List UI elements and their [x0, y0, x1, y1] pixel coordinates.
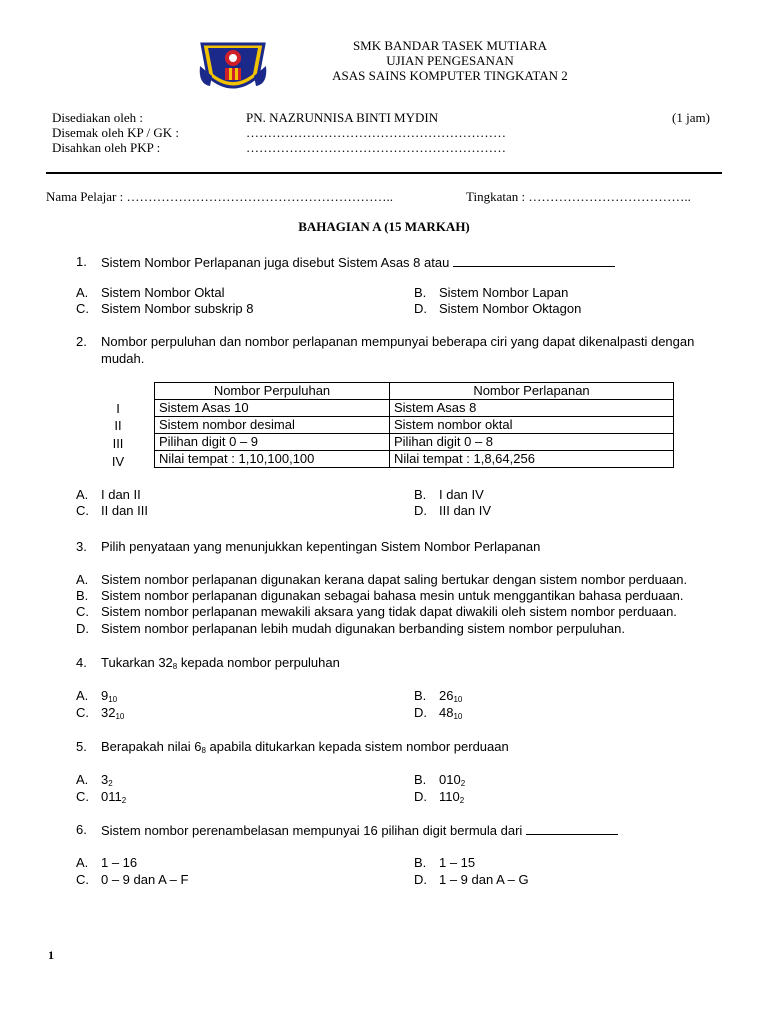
- q2-option-b: [414, 487, 484, 502]
- q5-number: 5.: [76, 739, 87, 754]
- table-row: [155, 417, 674, 434]
- table-cell: Nilai tempat : 1,8,64,256: [390, 451, 674, 468]
- divider-line: [46, 172, 722, 174]
- option-text: 011: [101, 789, 122, 804]
- q6-text-content: Sistem nombor perenambelasan mempunyai 16 pilihan digit bermula dari: [101, 823, 523, 838]
- table-cell: Nilai tempat : 1,10,100,100: [155, 451, 390, 468]
- option-text: Sistem Nombor subskrip 8: [101, 301, 254, 316]
- q1-number: 1.: [76, 254, 87, 269]
- option-letter: D.: [414, 872, 427, 887]
- roman-numeral: I: [116, 401, 120, 416]
- option-text: Sistem nombor perlapanan mewakili aksara yang tidak dapat diwakili oleh sistem nombor perduaan.: [101, 604, 677, 619]
- subject-title: ASAS SAINS KOMPUTER TINGKATAN 2: [332, 68, 568, 83]
- approved-by-label: Disahkan oleh PKP :: [52, 140, 161, 155]
- option-letter: B.: [414, 487, 427, 502]
- q1-answer-blank: [453, 254, 615, 267]
- section-title: BAHAGIAN A (15 MARKAH): [298, 219, 470, 234]
- option-text: Sistem Nombor Oktagon: [439, 301, 582, 316]
- table-header-row: [155, 383, 674, 400]
- q4-option-b: [414, 688, 462, 704]
- option-subscript: 2: [460, 779, 466, 788]
- option-letter: B.: [414, 772, 427, 787]
- q3-text: Pilih penyataan yang menunjukkan kepentingan Sistem Nombor Perlapanan: [101, 539, 541, 554]
- option-letter: A.: [76, 572, 89, 587]
- prepared-by-label: Disediakan oleh :: [52, 110, 143, 125]
- q3-number: 3.: [76, 539, 87, 554]
- option-subscript: 2: [121, 796, 127, 805]
- option-letter: D.: [76, 621, 89, 636]
- option-subscript: 10: [453, 712, 463, 721]
- q3-option-c: [76, 604, 677, 619]
- q5-option-a: [76, 772, 113, 788]
- option-text: 010: [439, 772, 461, 787]
- q4-text: [101, 655, 340, 671]
- option-letter: A.: [76, 772, 89, 787]
- option-text: 0 – 9 dan A – F: [101, 872, 189, 887]
- q5-option-c: [76, 789, 126, 805]
- q2-comparison-table: [154, 382, 674, 468]
- option-letter: A.: [76, 855, 89, 870]
- option-text: 9: [101, 688, 109, 703]
- option-text: II dan III: [101, 503, 148, 518]
- roman-numeral: IV: [111, 454, 125, 469]
- q2-text-line2: mudah.: [101, 351, 145, 366]
- table-cell: Sistem nombor desimal: [155, 417, 390, 434]
- option-text: 26: [439, 688, 454, 703]
- table-row: [155, 434, 674, 451]
- option-text: Sistem nombor perlapanan lebih mudah digunakan berbanding sistem nombor perpuluhan.: [101, 621, 625, 636]
- option-letter: B.: [414, 855, 427, 870]
- q4-option-c: [76, 705, 124, 721]
- option-text: 1 – 15: [439, 855, 476, 870]
- option-subscript: 10: [108, 695, 118, 704]
- q5-text-after: apabila ditukarkan kepada sistem nombor perduaan: [205, 739, 509, 754]
- option-letter: C.: [76, 872, 89, 887]
- q6-option-c: [76, 872, 188, 887]
- q4-text-after: kepada nombor perpuluhan: [177, 655, 340, 670]
- q1-text-content: Sistem Nombor Perlapanan juga disebut Sistem Asas 8 atau: [101, 255, 450, 270]
- checked-by-value: ……………………………………………………: [246, 125, 506, 140]
- option-text: Sistem nombor perlapanan digunakan kerana dapat saling bertukar dengan sistem nombor perduaan.: [101, 572, 688, 587]
- q2-text-line1: Nombor perpuluhan dan nombor perlapanan mempunyai beberapa ciri yang dapat dikenalpasti dengan: [101, 334, 695, 349]
- option-letter: B.: [76, 588, 89, 603]
- table-header-decimal: Nombor Perpuluhan: [155, 383, 390, 400]
- option-letter: A.: [76, 487, 89, 502]
- option-text: 110: [439, 789, 460, 804]
- table-cell: Pilihan digit 0 – 8: [390, 434, 674, 451]
- option-text: Sistem Nombor Oktal: [101, 285, 225, 300]
- option-letter: D.: [414, 503, 427, 518]
- roman-numeral: II: [114, 418, 122, 433]
- exam-title: UJIAN PENGESANAN: [386, 53, 514, 68]
- option-letter: C.: [76, 705, 89, 720]
- option-text: Sistem Nombor Lapan: [439, 285, 569, 300]
- q6-option-a: [76, 855, 137, 870]
- q6-number: 6.: [76, 822, 87, 837]
- q1-option-d: [414, 301, 581, 316]
- q5-option-b: [414, 772, 465, 788]
- option-letter: C.: [76, 789, 89, 804]
- q3-option-b: [76, 588, 684, 603]
- q3-option-d: [76, 621, 625, 636]
- q6-option-d: [414, 872, 529, 887]
- option-text: I dan II: [101, 487, 141, 502]
- option-letter: B.: [414, 688, 427, 703]
- q4-option-d: [414, 705, 462, 721]
- option-text: I dan IV: [439, 487, 484, 502]
- q2-option-d: [414, 503, 491, 518]
- option-text: 32: [101, 705, 116, 720]
- q6-text: [101, 822, 618, 838]
- q5-text: [101, 739, 509, 755]
- q5-base-subscript: 8: [201, 746, 206, 755]
- table-cell: Pilihan digit 0 – 9: [155, 434, 390, 451]
- q4-text-before: Tukarkan 32: [101, 655, 173, 670]
- table-cell: Sistem Asas 8: [390, 400, 674, 417]
- option-letter: C.: [76, 503, 89, 518]
- option-letter: D.: [414, 301, 427, 316]
- q1-option-c: [76, 301, 253, 316]
- q1-text: [101, 254, 615, 270]
- q5-text-before: Berapakah nilai 6: [101, 739, 202, 754]
- option-text: 48: [439, 705, 454, 720]
- q4-number: 4.: [76, 655, 87, 670]
- q6-answer-blank: [526, 822, 618, 835]
- school-name: SMK BANDAR TASEK MUTIARA: [352, 38, 548, 53]
- q4-base-subscript: 8: [172, 662, 178, 671]
- approved-by-value: ……………………………………………………: [246, 140, 506, 155]
- q5-option-d: [414, 789, 464, 805]
- option-text: 1 – 16: [101, 855, 138, 870]
- option-letter: C.: [76, 301, 89, 316]
- table-cell: Sistem Asas 10: [155, 400, 390, 417]
- table-header-octal: Nombor Perlapanan: [390, 383, 674, 400]
- option-letter: A.: [76, 285, 89, 300]
- student-name-field: Nama Pelajar : ……………………………………………………..: [46, 189, 393, 204]
- duration: (1 jam): [672, 110, 710, 125]
- student-form-field: Tingkatan : ………………………………..: [466, 189, 691, 204]
- option-letter: A.: [76, 688, 89, 703]
- roman-numeral: III: [112, 436, 124, 451]
- q1-option-a: [76, 285, 225, 300]
- option-subscript: 10: [453, 695, 463, 704]
- table-row: [155, 400, 674, 417]
- prepared-by-value: PN. NAZRUNNISA BINTI MYDIN: [246, 110, 439, 125]
- q2-option-a: [76, 487, 141, 502]
- table-cell: Sistem nombor oktal: [390, 417, 674, 434]
- page-number: 1: [48, 948, 54, 962]
- option-subscript: 2: [108, 779, 113, 788]
- q2-number: 2.: [76, 334, 87, 349]
- option-subscript: 2: [459, 796, 465, 805]
- q3-option-a: [76, 572, 687, 587]
- q6-option-b: [414, 855, 475, 870]
- checked-by-label: Disemak oleh KP / GK :: [52, 125, 179, 140]
- option-text: 3: [101, 772, 109, 787]
- school-crest-logo: [198, 36, 268, 98]
- option-letter: B.: [414, 285, 427, 300]
- option-subscript: 10: [115, 712, 125, 721]
- option-text: Sistem nombor perlapanan digunakan sebagai bahasa mesin untuk menggantikan bahasa perduaan.: [101, 588, 684, 603]
- q1-option-b: [414, 285, 568, 300]
- option-letter: D.: [414, 705, 427, 720]
- q4-option-a: [76, 688, 117, 704]
- table-row: [155, 451, 674, 468]
- q2-option-c: [76, 503, 148, 518]
- option-letter: C.: [76, 604, 89, 619]
- option-letter: D.: [414, 789, 427, 804]
- option-text: III dan IV: [439, 503, 492, 518]
- option-text: 1 – 9 dan A – G: [439, 872, 529, 887]
